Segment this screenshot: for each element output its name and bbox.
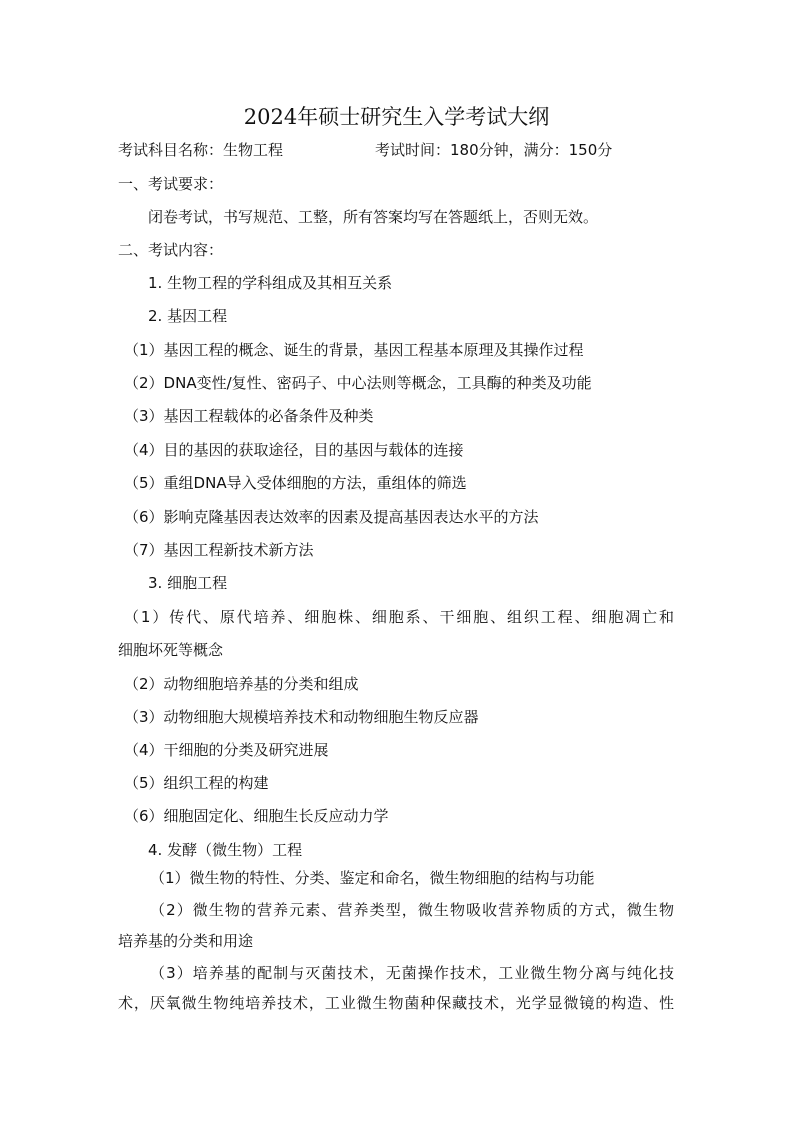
exam-time: 考试时间：180分钟，满分：150分: [375, 141, 613, 159]
item-2-2: （2）DNA变性/复性、密码子、中心法则等概念，工具酶的种类及功能: [124, 374, 592, 392]
item-2-5: （5）重组DNA导入受体细胞的方法，重组体的筛选: [124, 474, 467, 492]
item-3-4: （4）干细胞的分类及研究进展: [124, 741, 329, 759]
item-4-1: （1）微生物的特性、分类、鉴定和命名，微生物细胞的结构与功能: [150, 869, 595, 887]
item-2-4: （4）目的基因的获取途径，目的基因与载体的连接: [124, 441, 464, 459]
item-2-1: （1）基因工程的概念、诞生的背景，基因工程基本原理及其操作过程: [124, 341, 584, 359]
item-2-3: （3）基因工程载体的必备条件及种类: [124, 407, 374, 425]
item-4-3: （3）培养基的配制与灭菌技术，无菌操作技术，工业微生物分离与纯化技: [150, 964, 674, 982]
item-4-2-cont: 培养基的分类和用途: [118, 932, 254, 950]
item-3-1: （1）传代、原代培养、细胞株、细胞系、干细胞、组织工程、细胞凋亡和: [124, 608, 674, 626]
section-heading-requirements: 一、考试要求：: [118, 175, 224, 193]
item-3: 3. 细胞工程: [148, 574, 228, 592]
item-3-5: （5）组织工程的构建: [124, 774, 269, 792]
item-2-7: （7）基因工程新技术新方法: [124, 541, 314, 559]
item-3-3: （3）动物细胞大规模培养技术和动物细胞生物反应器: [124, 708, 479, 726]
item-3-6: （6）细胞固定化、细胞生长反应动力学: [124, 807, 389, 825]
requirements-text: 闭卷考试，书写规范、工整，所有答案均写在答题纸上，否则无效。: [148, 208, 599, 226]
item-3-2: （2）动物细胞培养基的分类和组成: [124, 675, 359, 693]
item-1: 1. 生物工程的学科组成及其相互关系: [148, 274, 393, 292]
exam-subject: 考试科目名称：生物工程: [118, 141, 284, 159]
item-4: 4. 发酵（微生物）工程: [148, 841, 303, 859]
item-2: 2. 基因工程: [148, 307, 228, 325]
item-2-6: （6）影响克隆基因表达效率的因素及提高基因表达水平的方法: [124, 508, 539, 526]
section-heading-content: 二、考试内容：: [118, 241, 224, 259]
item-3-1-cont: 细胞坏死等概念: [118, 641, 224, 659]
item-4-2: （2）微生物的营养元素、营养类型，微生物吸收营养物质的方式，微生物: [150, 901, 674, 919]
item-4-3-cont: 术，厌氧微生物纯培养技术，工业微生物菌种保藏技术，光学显微镜的构造、性: [118, 994, 674, 1012]
page-title: 2024年硕士研究生入学考试大纲: [243, 105, 550, 129]
